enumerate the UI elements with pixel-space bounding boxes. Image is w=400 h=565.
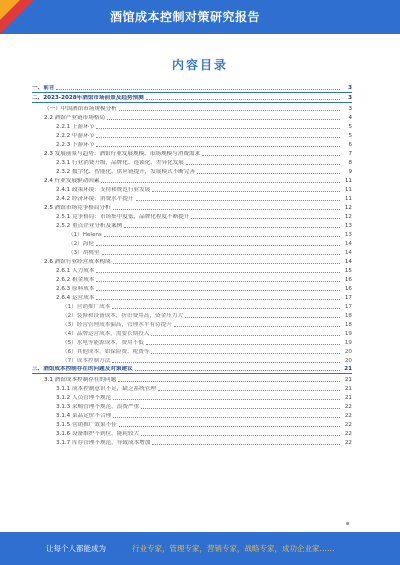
toc-entry-title: 2.5 酒馆市场竞争格局分析 <box>44 205 111 211</box>
toc-entry[interactable] <box>32 338 352 347</box>
table-of-contents <box>32 84 352 447</box>
toc-entry[interactable] <box>32 203 352 212</box>
toc-entry-page: 11 <box>344 178 352 184</box>
toc-entry-title: 2.3 发展前景与趋势：酒馆行业发展规模、市场规模与消费需求 <box>44 151 201 157</box>
toc-entry-title: 2.5.1 竞争格局：市场集中度低，品牌化程度不断提升 <box>56 214 190 220</box>
toc-entry[interactable] <box>32 212 352 221</box>
toc-entry[interactable] <box>32 266 352 275</box>
toc-entry-title: 3.1 酒馆成本控制存在的问题 <box>44 377 117 383</box>
toc-entry-page: 8 <box>348 160 352 166</box>
toc-entry-title: （一）中国酒馆市场规模分析 <box>44 106 117 112</box>
toc-entry-page: 19 <box>344 340 352 346</box>
toc-entry-page: 20 <box>344 349 352 355</box>
toc-leader-dots <box>119 110 340 111</box>
toc-entry[interactable] <box>32 158 352 167</box>
toc-leader-dots <box>112 308 340 309</box>
toc-leader-dots <box>96 299 340 300</box>
toc-entry[interactable] <box>32 248 352 257</box>
toc-leader-dots <box>104 236 340 237</box>
toc-entry-page: 3 <box>348 106 352 112</box>
toc-entry-page: 14 <box>344 250 352 256</box>
toc-entry-title: 一、前言 <box>32 85 55 91</box>
toc-leader-dots <box>96 137 340 138</box>
toc-entry-page: 15 <box>344 268 352 274</box>
footer-bar <box>0 532 400 565</box>
toc-entry[interactable] <box>32 94 352 103</box>
toc-entry-page: 14 <box>344 259 352 265</box>
toc-entry-page: 19 <box>344 331 352 337</box>
toc-entry[interactable] <box>32 104 352 113</box>
toc-entry[interactable] <box>32 230 352 239</box>
toc-entry-page: 12 <box>344 205 352 211</box>
toc-entry[interactable] <box>32 113 352 122</box>
toc-entry[interactable] <box>32 176 352 185</box>
toc-leader-dots <box>135 370 340 371</box>
toc-leader-dots <box>96 272 340 273</box>
toc-entry-page: 13 <box>344 232 352 238</box>
toc-leader-dots <box>96 245 340 246</box>
report-title: 酒馆成本控制对策研究报告 <box>110 10 261 24</box>
toc-entry[interactable] <box>32 320 352 329</box>
toc-leader-dots <box>141 408 340 409</box>
toc-entry[interactable] <box>32 84 352 93</box>
toc-leader-dots <box>101 182 340 183</box>
toc-entry[interactable] <box>32 420 352 429</box>
toc-entry[interactable] <box>32 302 352 311</box>
toc-entry[interactable] <box>32 347 352 356</box>
toc-entry-title: （4）品牌运营成本，需要长期投入 <box>62 331 150 337</box>
toc-entry-page: 13 <box>344 223 352 229</box>
toc-entry-title: （6）其他成本，如保险费、税费等 <box>62 349 150 355</box>
toc-entry-page: 16 <box>344 286 352 292</box>
toc-leader-dots <box>141 435 340 436</box>
toc-entry[interactable] <box>32 131 352 140</box>
toc-entry-title: 3.1.6 设备维护不到位，能耗较大 <box>56 431 140 437</box>
toc-leader-dots <box>202 155 340 156</box>
toc-entry-title: 2.4.2 经济环境：消费水平提升 <box>56 196 134 202</box>
toc-entry-title: 2.2 酒馆产业链市场格局 <box>44 115 106 121</box>
toc-entry-title: 2.6.1 人力成本 <box>56 268 95 274</box>
toc-leader-dots <box>113 209 340 210</box>
toc-entry-title: 3.1.4 菜品定价不合理 <box>56 413 112 419</box>
toc-entry[interactable] <box>32 402 352 411</box>
toc-entry[interactable] <box>32 140 352 149</box>
toc-leader-dots <box>186 164 340 165</box>
toc-entry-title: （2）海伦 <box>68 241 94 247</box>
toc-leader-dots <box>112 362 340 363</box>
toc-entry-page: 3 <box>348 95 352 101</box>
toc-entry[interactable] <box>32 375 352 384</box>
toc-entry-title: 二、2023-2028年酒馆市场前景及趋势预测 <box>32 95 144 101</box>
toc-entry-title: 2.6 酒馆行业经营成本构成 <box>44 259 111 265</box>
toc-entry[interactable] <box>32 329 352 338</box>
toc-leader-dots <box>119 426 340 427</box>
toc-entry-page: 9 <box>348 169 352 175</box>
toc-leader-dots <box>158 390 340 391</box>
toc-leader-dots <box>185 317 340 318</box>
toc-entry-page: 22 <box>344 413 352 419</box>
toc-leader-dots <box>113 417 340 418</box>
toc-title: 内容目录 <box>171 58 228 72</box>
toc-entry-title: （1）Helens <box>68 232 102 238</box>
toc-entry-page: 12 <box>344 214 352 220</box>
toc-leader-dots <box>174 326 340 327</box>
footer-tagline: 行业专家，管理专家，营销专家，战略专家，成功企业家…… <box>132 544 335 553</box>
toc-entry-title: 3.1.7 库存管理不规范，导致成本增加 <box>56 440 151 446</box>
toc-entry-title: 2.6.4 运营成本 <box>56 295 95 301</box>
toc-entry-page: 22 <box>344 440 352 446</box>
toc-entry[interactable] <box>32 429 352 438</box>
toc-entry[interactable] <box>32 384 352 393</box>
report-header-bar <box>0 0 400 34</box>
toc-entry-page: 17 <box>344 304 352 310</box>
toc-entry-page: 14 <box>344 241 352 247</box>
toc-leader-dots <box>146 344 340 345</box>
toc-leader-dots <box>197 173 340 174</box>
toc-entry[interactable] <box>32 167 352 176</box>
toc-leader-dots <box>96 281 340 282</box>
header-orange-triangle <box>0 0 20 20</box>
toc-entry-title: 2.2.1 上游环节 <box>56 124 95 130</box>
toc-leader-dots <box>118 381 340 382</box>
toc-entry-title: （3）胡桃里 <box>68 250 100 256</box>
toc-entry-title: （1）营销推广成本 <box>62 304 111 310</box>
toc-entry-page: 18 <box>344 313 352 319</box>
toc-entry-title: 三、酒馆成本控制存在的问题及对策建议 <box>32 366 133 372</box>
toc-entry-title: 3.1.5 营销推广效果不佳 <box>56 422 117 428</box>
toc-leader-dots <box>124 227 340 228</box>
toc-entry-page: 22 <box>344 431 352 437</box>
toc-entry[interactable] <box>32 194 352 203</box>
toc-leader-dots <box>151 335 340 336</box>
toc-entry-title: （5）水电等能源成本，费用不低 <box>62 340 144 346</box>
toc-entry-page: 18 <box>344 322 352 328</box>
toc-entry[interactable] <box>32 365 352 374</box>
toc-entry[interactable] <box>32 257 352 266</box>
toc-entry-page: 3 <box>348 85 352 91</box>
toc-entry-page: 22 <box>344 422 352 428</box>
toc-entry[interactable] <box>32 275 352 284</box>
toc-leader-dots <box>113 263 340 264</box>
toc-entry-title: 3.1.1 成本控制意识不足，缺乏系统管理 <box>56 386 156 392</box>
toc-entry[interactable] <box>32 311 352 320</box>
toc-leader-dots <box>146 99 340 100</box>
toc-entry[interactable] <box>32 411 352 420</box>
toc-entry-title: （7）成本控制方法 <box>62 358 111 364</box>
toc-leader-dots <box>191 218 340 219</box>
toc-entry-page: 4 <box>348 115 352 121</box>
toc-entry-title: （2）装修和设备成本，折旧费用高，资金压力大 <box>62 313 184 319</box>
toc-leader-dots <box>152 444 340 445</box>
toc-entry[interactable] <box>32 356 352 365</box>
toc-entry[interactable] <box>32 149 352 158</box>
toc-leader-dots <box>96 290 340 291</box>
toc-entry-page: 11 <box>344 196 352 202</box>
toc-entry[interactable] <box>32 239 352 248</box>
toc-entry-title: 2.4 行业发展驱动因素 <box>44 178 100 184</box>
toc-entry[interactable] <box>32 221 352 230</box>
toc-entry-page: 21 <box>344 395 352 401</box>
toc-leader-dots <box>136 200 340 201</box>
toc-leader-dots <box>102 254 340 255</box>
toc-entry[interactable] <box>32 185 352 194</box>
toc-entry-page: 5 <box>348 133 352 139</box>
toc-leader-dots <box>96 146 340 147</box>
toc-leader-dots <box>113 399 340 400</box>
toc-entry[interactable] <box>32 393 352 402</box>
toc-entry-title: 2.5.2 重点企业分析及案例 <box>56 223 123 229</box>
toc-entry[interactable] <box>32 438 352 447</box>
toc-entry-page: 16 <box>344 277 352 283</box>
toc-leader-dots <box>96 128 340 129</box>
toc-entry-page: 6 <box>348 142 352 148</box>
footer-slogan: 让每个人都能成为 <box>46 544 106 553</box>
toc-entry-title: （3）经营管理成本偏高，管理水平有待提升 <box>62 322 172 328</box>
toc-entry[interactable] <box>32 293 352 302</box>
toc-leader-dots <box>107 119 340 120</box>
toc-entry-page: 21 <box>344 366 352 372</box>
toc-entry-title: 2.3.2 数字化、智能化、供应链提升，发展模式不断完善 <box>56 169 196 175</box>
toc-entry-title: 2.2.2 中游环节 <box>56 133 95 139</box>
toc-entry-title: 2.2.3 下游环节 <box>56 142 95 148</box>
toc-entry[interactable] <box>32 284 352 293</box>
toc-entry-page: 5 <box>348 124 352 130</box>
toc-entry-page: 22 <box>344 404 352 410</box>
toc-entry-title: 2.6.3 原料成本 <box>56 286 95 292</box>
toc-entry-page: 21 <box>344 386 352 392</box>
toc-leader-dots <box>152 191 340 192</box>
page-marker <box>346 522 349 525</box>
toc-entry-page: 21 <box>344 377 352 383</box>
toc-entry-page: 7 <box>348 151 352 157</box>
toc-entry[interactable] <box>32 122 352 131</box>
toc-entry-page: 11 <box>344 187 352 193</box>
toc-entry-page: 17 <box>344 295 352 301</box>
toc-leader-dots <box>151 353 340 354</box>
toc-entry-title: 2.3.1 行业消费升级，品牌化、连锁化、差异化发展 <box>56 160 184 166</box>
toc-entry-title: 3.1.2 人员管理不规范 <box>56 395 112 401</box>
toc-entry-title: 2.6.2 租金成本 <box>56 277 95 283</box>
toc-leader-dots <box>56 89 340 90</box>
toc-entry-title: 3.1.3 采购管理不规范，浪费严重 <box>56 404 140 410</box>
toc-entry-page: 20 <box>344 358 352 364</box>
toc-entry-title: 2.4.1 政策环境：支持和规范行业发展 <box>56 187 151 193</box>
